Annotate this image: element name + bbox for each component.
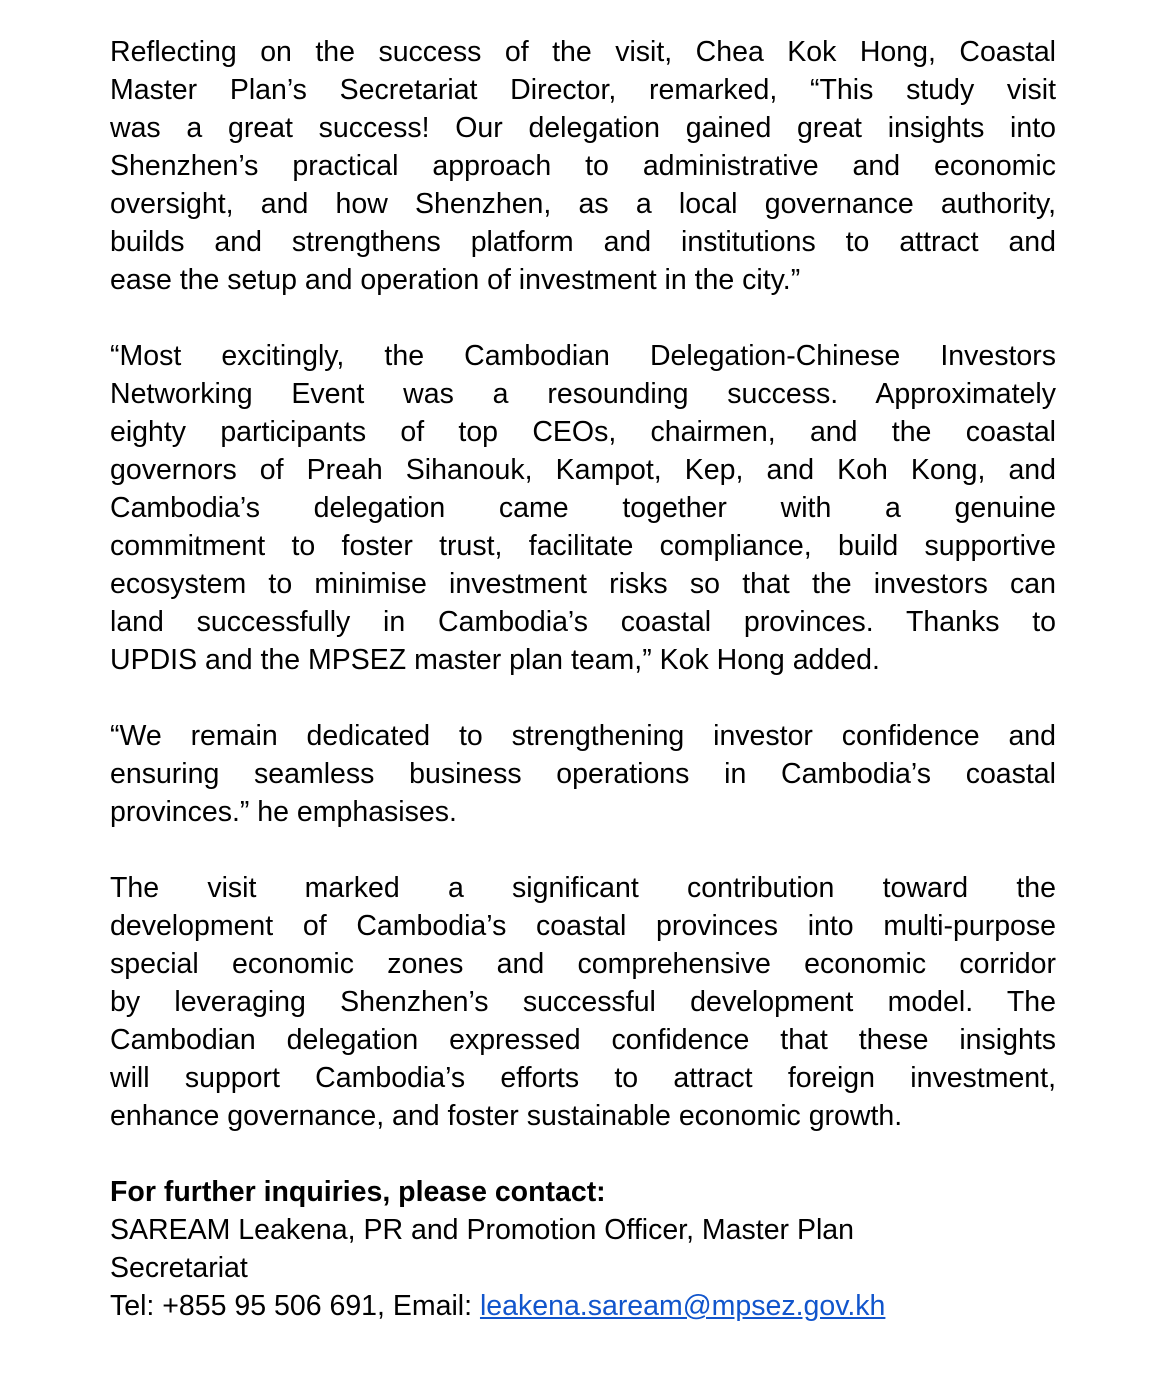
tel-email-label: Tel: +855 95 506 691, Email: — [110, 1290, 480, 1322]
text-line: development of Cambodia’s coastal provinces into multi-purpose — [110, 910, 1056, 942]
text-line: The visit marked a significant contribution toward the — [110, 872, 1056, 904]
text-line: enhance governance, and foster sustainable economic growth. — [110, 1100, 903, 1132]
paragraph-2 — [110, 337, 1056, 679]
text-line: UPDIS and the MPSEZ master plan team,” Kok Hong added. — [110, 644, 880, 676]
text-line: by leveraging Shenzhen’s successful development model. The — [110, 986, 1056, 1018]
paragraph-4 — [110, 869, 1056, 1135]
contact-heading: For further inquiries, please contact: — [110, 1176, 606, 1208]
text-line: provinces.” he emphasises. — [110, 796, 457, 828]
text-line: ease the setup and operation of investment in the city.” — [110, 264, 801, 296]
text-line: Networking Event was a resounding success. Approximately — [110, 378, 1056, 410]
contact-line: SAREAM Leakena, PR and Promotion Officer, Master Plan — [110, 1214, 854, 1246]
contact-line: Secretariat — [110, 1252, 248, 1284]
email-link[interactable]: leakena.saream@mpsez.gov.kh — [479, 1290, 886, 1322]
text-line: eighty participants of top CEOs, chairmen, and the coastal — [110, 416, 1056, 448]
paragraph-3 — [110, 717, 1056, 831]
text-line: “We remain dedicated to strengthening investor confidence and — [110, 720, 1056, 752]
text-line: governors of Preah Sihanouk, Kampot, Kep, and Koh Kong, and — [110, 454, 1056, 486]
text-line: land successfully in Cambodia’s coastal provinces. Thanks to — [110, 606, 1056, 638]
text-line: Master Plan’s Secretariat Director, remarked, “This study visit — [110, 74, 1056, 106]
contact-tel-line — [110, 1287, 1056, 1325]
text-line: Reflecting on the success of the visit, Chea Kok Hong, Coastal — [110, 36, 1056, 68]
text-line: ecosystem to minimise investment risks so that the investors can — [110, 568, 1056, 600]
text-line: special economic zones and comprehensive economic corridor — [110, 948, 1056, 980]
text-line: Cambodia’s delegation came together with a genuine — [110, 492, 1056, 524]
text-line: Shenzhen’s practical approach to administrative and economic — [110, 150, 1056, 182]
text-line: was a great success! Our delegation gained great insights into — [110, 112, 1056, 144]
text-line: builds and strengthens platform and institutions to attract and — [110, 226, 1056, 258]
text-line: will support Cambodia’s efforts to attract foreign investment, — [110, 1062, 1056, 1094]
text-line: “Most excitingly, the Cambodian Delegation-Chinese Investors — [110, 340, 1056, 372]
text-line: commitment to foster trust, facilitate compliance, build supportive — [110, 530, 1056, 562]
text-line: Cambodian delegation expressed confidence that these insights — [110, 1024, 1056, 1056]
text-line: oversight, and how Shenzhen, as a local governance authority, — [110, 188, 1056, 220]
text-line: ensuring seamless business operations in Cambodia’s coastal — [110, 758, 1056, 790]
paragraph-1 — [110, 33, 1056, 299]
contact-block — [110, 1173, 1056, 1325]
